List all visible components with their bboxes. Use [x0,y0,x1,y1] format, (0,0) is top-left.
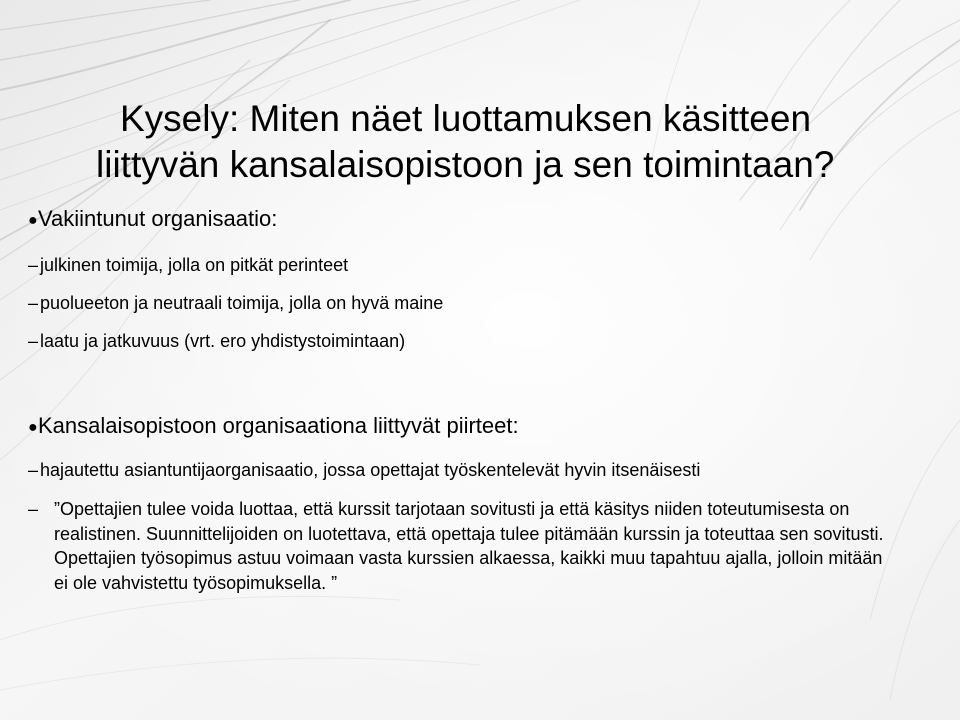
sub-item [28,254,348,276]
sub-item-text: hajautettu asiantuntijaorganisaatio, jossa opettajat työskentelevät hyvin itsenäisesti [40,460,701,480]
bullet-dot: ● [28,212,38,229]
sub-item [28,292,443,314]
slide-title [96,96,916,188]
sub-item-text: laatu ja jatkuvuus (vrt. ero yhdistystoimintaan) [40,331,406,351]
sub-dash: – [28,255,39,275]
bullet-item [28,413,519,441]
quote-paragraph [28,497,894,595]
sub-dash: – [28,460,39,480]
sub-dash: – [28,331,39,351]
bullet-label: Vakiintunut organisaatio: [38,206,278,231]
title-line-1: Kysely: Miten näet luottamuksen käsitteen [120,98,812,139]
bullet-label: Kansalaisopistoon organisaationa liittyvät piirteet: [38,413,519,438]
title-line-2: liittyvän kansalaisopistoon ja sen toimintaan? [96,144,835,185]
bullet-dot: ● [28,419,38,436]
quote-text: ”Opettajien tulee voida luottaa, että kurssit tarjotaan sovitusti ja että käsitys niiden toteutumisesta on realistinen. Suunnittelijoiden on luotettava, että opettaja tulee pitämään kurssin ja toteuttaa sen sovitusti. Opettajien työsopimus astuu voimaan vasta kurssien alkaessa, kaikki muu tapahtuu ajalla, jolloin mitään ei ole vahvistettu työsopimuksella. ” [54,499,884,593]
sub-item-text: puolueeton ja neutraali toimija, jolla on hyvä maine [40,293,444,313]
sub-item [28,330,405,352]
sub-item-text: julkinen toimija, jolla on pitkät perinteet [40,255,349,275]
sub-item [28,459,700,481]
sub-dash: – [28,499,39,519]
sub-dash: – [28,293,39,313]
bullet-item [28,206,277,234]
